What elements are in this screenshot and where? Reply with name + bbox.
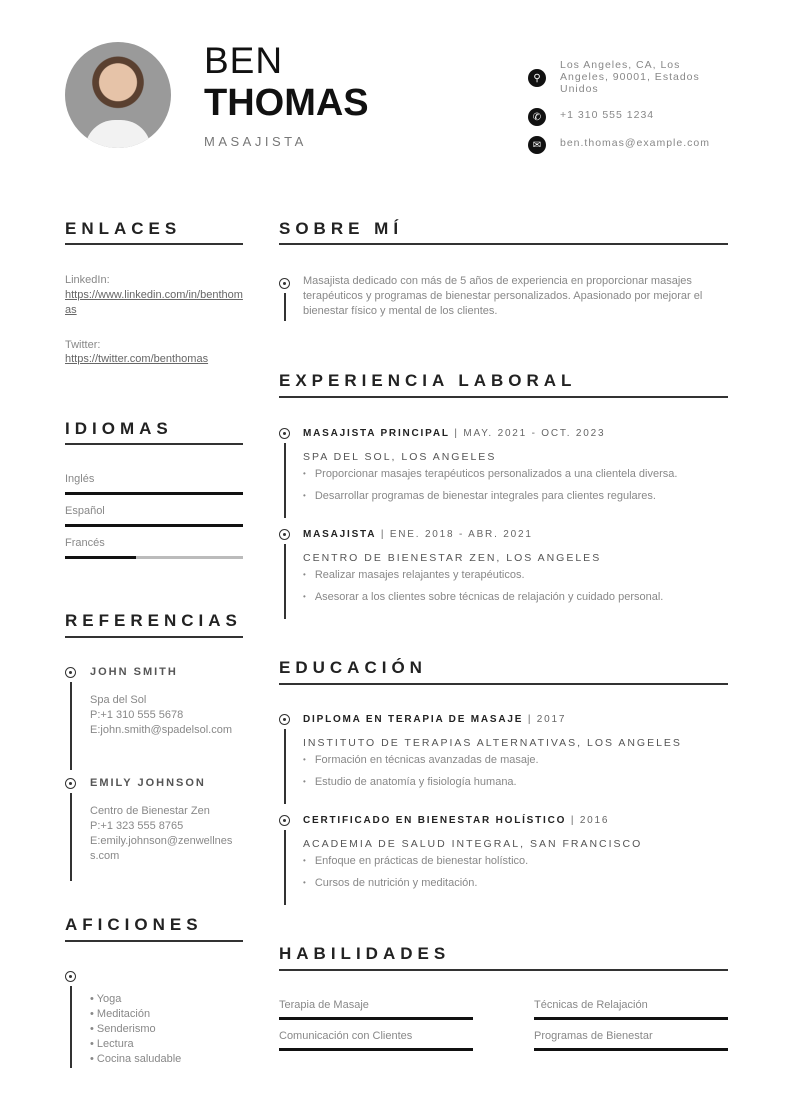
reference-phone: P:+1 323 555 8765 (90, 820, 184, 832)
hobby-item: • Yoga (90, 993, 122, 1005)
entry-title (303, 815, 609, 826)
entry-bullet: • Enfoque en prácticas de bienestar holístico. (303, 855, 528, 867)
link-label: LinkedIn: (65, 274, 110, 286)
twitter-link[interactable]: https://twitter.com/benthomas (65, 353, 209, 365)
section-title-about: SOBRE MÍ (279, 219, 404, 238)
email-icon: ✉ (528, 136, 546, 154)
skill-level-bar (534, 1017, 728, 1020)
timeline-line (70, 986, 72, 1068)
reference-company: Spa del Sol (90, 694, 147, 706)
entry-dates: | MAY. 2021 - OCT. 2023 (454, 428, 606, 439)
timeline-line (70, 793, 72, 881)
language-name: Español (65, 505, 105, 517)
hobby-item: • Lectura (90, 1038, 134, 1050)
divider (65, 443, 243, 445)
timeline-dot-icon (279, 278, 290, 289)
divider (65, 636, 243, 638)
entry-role: CERTIFICADO EN BIENESTAR HOLÍSTICO (303, 815, 567, 826)
entry-bullet: • Formación en técnicas avanzadas de masaje. (303, 754, 539, 766)
timeline-dot-icon (65, 667, 76, 678)
timeline-line (284, 544, 286, 619)
contact-email: ben.thomas@example.com (560, 137, 710, 149)
timeline-line (284, 443, 286, 518)
divider (279, 396, 728, 398)
section-title-experience: EXPERIENCIA LABORAL (279, 371, 577, 390)
timeline-dot-icon (65, 778, 76, 789)
language-name: Francés (65, 537, 105, 549)
entry-bullet: • Realizar masajes relajantes y terapéuticos. (303, 569, 525, 581)
linkedin-link[interactable]: https://www.linkedin.com/in/benthomas (65, 289, 243, 316)
timeline-line (284, 729, 286, 804)
entry-dates: | 2016 (570, 815, 610, 826)
timeline-dot-icon (279, 815, 290, 826)
skill-name: Comunicación con Clientes (279, 1030, 413, 1042)
entry-bullet: • Desarrollar programas de bienestar integrales para clientes regulares. (303, 490, 656, 502)
entry-title (303, 529, 533, 540)
last-name: THOMAS (204, 82, 369, 124)
timeline-dot-icon (279, 529, 290, 540)
first-name: BEN (204, 40, 284, 81)
link-label: Twitter: (65, 339, 101, 351)
entry-organization: SPA DEL SOL, LOS ANGELES (303, 451, 497, 463)
timeline-line (284, 830, 286, 905)
language-name: Inglés (65, 473, 95, 485)
divider (279, 243, 728, 245)
reference-phone: P:+1 310 555 5678 (90, 709, 184, 721)
entry-role: MASAJISTA (303, 529, 377, 540)
location-icon: ⚲ (528, 69, 546, 87)
language-level-bar (65, 524, 243, 527)
timeline-dot-icon (65, 971, 76, 982)
divider (279, 969, 728, 971)
entry-bullet: • Cursos de nutrición y meditación. (303, 877, 477, 889)
phone-icon: ✆ (528, 108, 546, 126)
entry-title (303, 428, 605, 439)
skill-level-bar (279, 1048, 473, 1051)
section-title-languages: IDIOMAS (65, 419, 173, 438)
contact-address: Los Angeles, CA, Los Angeles, 90001, Estados Unidos (560, 59, 700, 95)
reference-name: EMILY JOHNSON (90, 777, 206, 789)
section-title-links: ENLACES (65, 219, 182, 238)
section-title-references: REFERENCIAS (65, 611, 242, 630)
entry-bullet: • Asesorar a los clientes sobre técnicas de relajación y cuidado personal. (303, 591, 663, 603)
section-title-hobbies: AFICIONES (65, 915, 203, 934)
reference-email: E:john.smith@spadelsol.com (90, 724, 233, 736)
entry-bullet: • Estudio de anatomía y fisiología humana. (303, 776, 517, 788)
entry-dates: | 2017 (527, 714, 567, 725)
skill-name: Técnicas de Relajación (534, 999, 648, 1011)
entry-bullet: • Proporcionar masajes terapéuticos personalizados a una clientela diversa. (303, 468, 677, 480)
hobby-item: • Cocina saludable (90, 1053, 182, 1065)
timeline-dot-icon (279, 428, 290, 439)
profile-photo (65, 42, 171, 148)
entry-title (303, 714, 566, 725)
entry-organization: CENTRO DE BIENESTAR ZEN, LOS ANGELES (303, 552, 602, 564)
timeline-line (70, 682, 72, 770)
language-level-bar (65, 492, 243, 495)
divider (65, 243, 243, 245)
section-title-education: EDUCACIÓN (279, 658, 427, 677)
entry-role: DIPLOMA EN TERAPIA DE MASAJE (303, 714, 524, 725)
reference-company: Centro de Bienestar Zen (90, 805, 210, 817)
section-title-skills: HABILIDADES (279, 944, 451, 963)
about-text: Masajista dedicado con más de 5 años de experiencia en proporcionar masajes terapéuticos y programas de bienestar personalizados. Apasionado por mejorar el bienestar físico y mental de los clientes. (303, 275, 703, 317)
divider (65, 940, 243, 942)
entry-organization: INSTITUTO DE TERAPIAS ALTERNATIVAS, LOS ANGELES (303, 737, 682, 749)
timeline-line (284, 293, 286, 321)
divider (279, 683, 728, 685)
skill-level-bar (534, 1048, 728, 1051)
job-title: MASAJISTA (204, 134, 307, 149)
reference-name: JOHN SMITH (90, 666, 178, 678)
skill-level-bar (279, 1017, 473, 1020)
language-level-bar (65, 556, 136, 559)
hobby-item: • Meditación (90, 1008, 151, 1020)
timeline-dot-icon (279, 714, 290, 725)
hobby-item: • Senderismo (90, 1023, 156, 1035)
skill-name: Programas de Bienestar (534, 1030, 653, 1042)
reference-email: E:emily.johnson@zenwellness.com (90, 835, 233, 862)
entry-dates: | ENE. 2018 - ABR. 2021 (380, 529, 533, 540)
entry-organization: ACADEMIA DE SALUD INTEGRAL, SAN FRANCISCO (303, 838, 643, 850)
entry-role: MASAJISTA PRINCIPAL (303, 428, 450, 439)
contact-phone: +1 310 555 1234 (560, 109, 655, 121)
skill-name: Terapia de Masaje (279, 999, 369, 1011)
